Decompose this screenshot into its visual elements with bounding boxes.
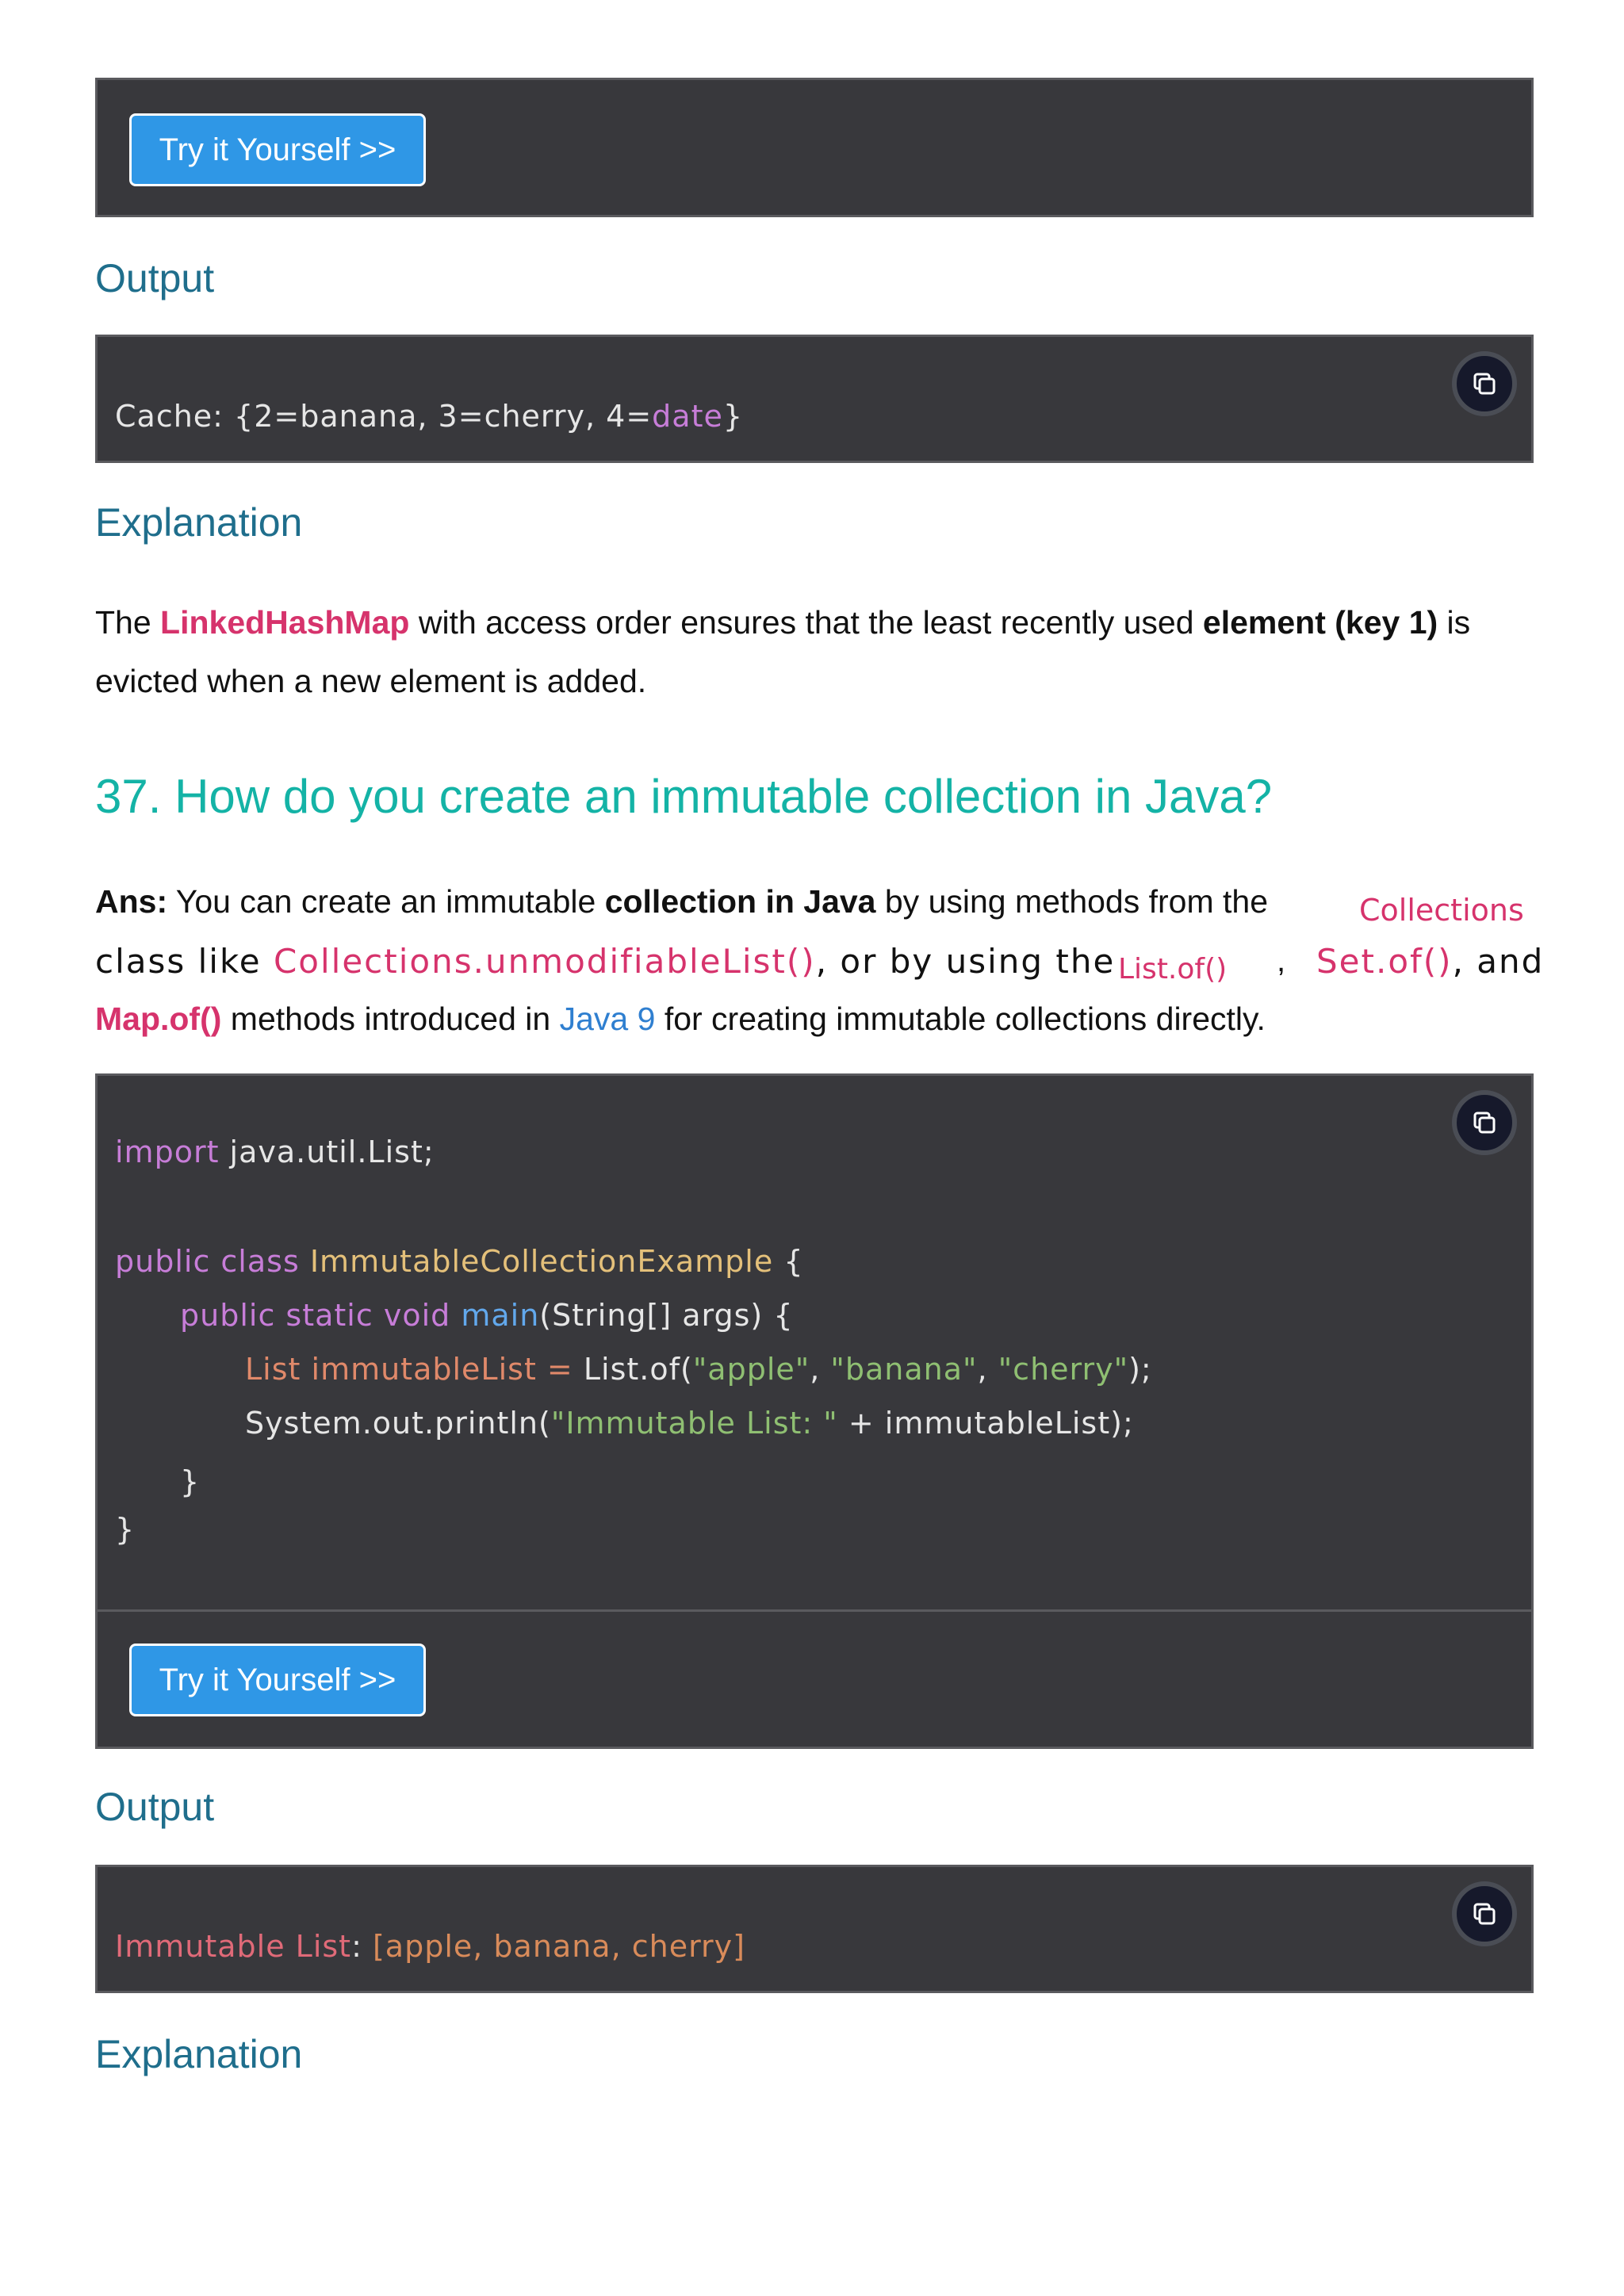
code-block-1-footer bbox=[95, 78, 1534, 217]
class-name: ImmutableCollectionExample bbox=[309, 1244, 774, 1279]
java-9-link[interactable]: Java 9 bbox=[559, 1001, 656, 1037]
output-text bbox=[115, 399, 743, 434]
output-close-brace: } bbox=[722, 399, 744, 434]
set-of-term: Set.of() bbox=[1316, 942, 1453, 981]
code-text: java.util.List; bbox=[219, 1135, 435, 1169]
string-literal: "apple" bbox=[692, 1352, 810, 1387]
collections-term: Collections bbox=[1359, 893, 1524, 928]
code-line-println bbox=[245, 1406, 1134, 1441]
question-title: 37. How do you create an immutable collection in Java? bbox=[95, 770, 1273, 823]
code-close-brace: } bbox=[115, 1512, 136, 1547]
copy-icon bbox=[1470, 369, 1499, 398]
collection-in-java-term: collection in Java bbox=[604, 883, 876, 920]
explanation-heading: Explanation bbox=[95, 500, 303, 545]
copy-button[interactable] bbox=[1452, 1881, 1517, 1946]
code-block-2 bbox=[95, 1073, 1534, 1611]
map-of-term: Map.of() bbox=[95, 1001, 222, 1037]
exp-text: is bbox=[1438, 604, 1471, 641]
list-variable: List immutableList = bbox=[245, 1352, 573, 1387]
code-line-list bbox=[245, 1352, 1152, 1387]
try-it-yourself-button[interactable]: Try it Yourself >> bbox=[129, 1644, 426, 1716]
copy-button[interactable] bbox=[1452, 351, 1517, 416]
output-date-text: date bbox=[652, 399, 723, 434]
answer-text: methods introduced in bbox=[221, 1001, 560, 1037]
copy-button[interactable] bbox=[1452, 1090, 1517, 1155]
class-keyword: public class bbox=[115, 1244, 300, 1279]
code-block-2-footer bbox=[95, 1609, 1534, 1749]
code-text: (String[] args) { bbox=[539, 1298, 794, 1333]
import-keyword: import bbox=[115, 1135, 220, 1169]
output-text bbox=[115, 1929, 745, 1964]
element-key-term: element (key 1) bbox=[1202, 604, 1438, 641]
code-text: + immutableList); bbox=[837, 1406, 1134, 1441]
answer-line-2-tail bbox=[1316, 942, 1544, 981]
answer-line-3 bbox=[95, 989, 1266, 1048]
code-text: List.of( bbox=[573, 1352, 693, 1387]
answer-text: by using methods from the bbox=[875, 883, 1269, 920]
output-heading: Output bbox=[95, 1785, 215, 1829]
output-cache-text: Cache: {2=banana, 3=cherry, 4= bbox=[115, 399, 653, 434]
exp-text: with access order ensures that the least recently used bbox=[409, 604, 1203, 641]
string-literal: "Immutable List: " bbox=[550, 1406, 838, 1441]
answer-line-2 bbox=[95, 942, 1115, 981]
output-block-1 bbox=[95, 335, 1534, 463]
explanation-heading: Explanation bbox=[95, 2032, 303, 2076]
code-line-main bbox=[180, 1298, 794, 1333]
code-line-import bbox=[115, 1135, 435, 1169]
output-value: [apple, banana, cherry] bbox=[362, 1929, 745, 1964]
code-text: , bbox=[810, 1352, 831, 1387]
answer-text: class like bbox=[95, 942, 274, 981]
try-it-yourself-button[interactable]: Try it Yourself >> bbox=[129, 113, 426, 186]
string-literal: "banana" bbox=[830, 1352, 978, 1387]
answer-text: , and bbox=[1452, 942, 1545, 981]
answer-text: You can create an immutable bbox=[167, 883, 605, 920]
answer-line-1 bbox=[95, 872, 1268, 931]
main-function: main bbox=[461, 1298, 540, 1333]
code-text: ); bbox=[1128, 1352, 1152, 1387]
output-heading: Output bbox=[95, 256, 215, 300]
copy-icon bbox=[1470, 1108, 1499, 1137]
unmodifiable-list-term: Collections.unmodifiableList() bbox=[273, 942, 816, 981]
exp-text: The bbox=[95, 604, 161, 641]
list-of-term: List.of() bbox=[1118, 953, 1228, 985]
code-text: { bbox=[773, 1244, 804, 1279]
code-text: , bbox=[977, 1352, 998, 1387]
explanation-paragraph bbox=[95, 593, 1562, 710]
exp-text: evicted when a new element is added. bbox=[95, 663, 647, 699]
copy-icon bbox=[1470, 1900, 1499, 1928]
answer-text: , or by using the bbox=[815, 942, 1116, 981]
code-line-class bbox=[115, 1244, 804, 1279]
output-colon: : bbox=[351, 1929, 362, 1964]
linkedhashmap-term: LinkedHashMap bbox=[160, 604, 410, 641]
ans-label: Ans: bbox=[95, 883, 168, 920]
answer-text: for creating immutable collections directly. bbox=[655, 1001, 1266, 1037]
output-block-2 bbox=[95, 1865, 1534, 1993]
string-literal: "cherry" bbox=[998, 1352, 1129, 1387]
code-close-brace: } bbox=[180, 1464, 201, 1499]
comma-separator: , bbox=[1277, 943, 1286, 978]
output-key: Immutable List bbox=[115, 1929, 352, 1964]
modifier-keywords: public static void bbox=[180, 1298, 451, 1333]
code-text: System.out.println( bbox=[245, 1406, 551, 1441]
